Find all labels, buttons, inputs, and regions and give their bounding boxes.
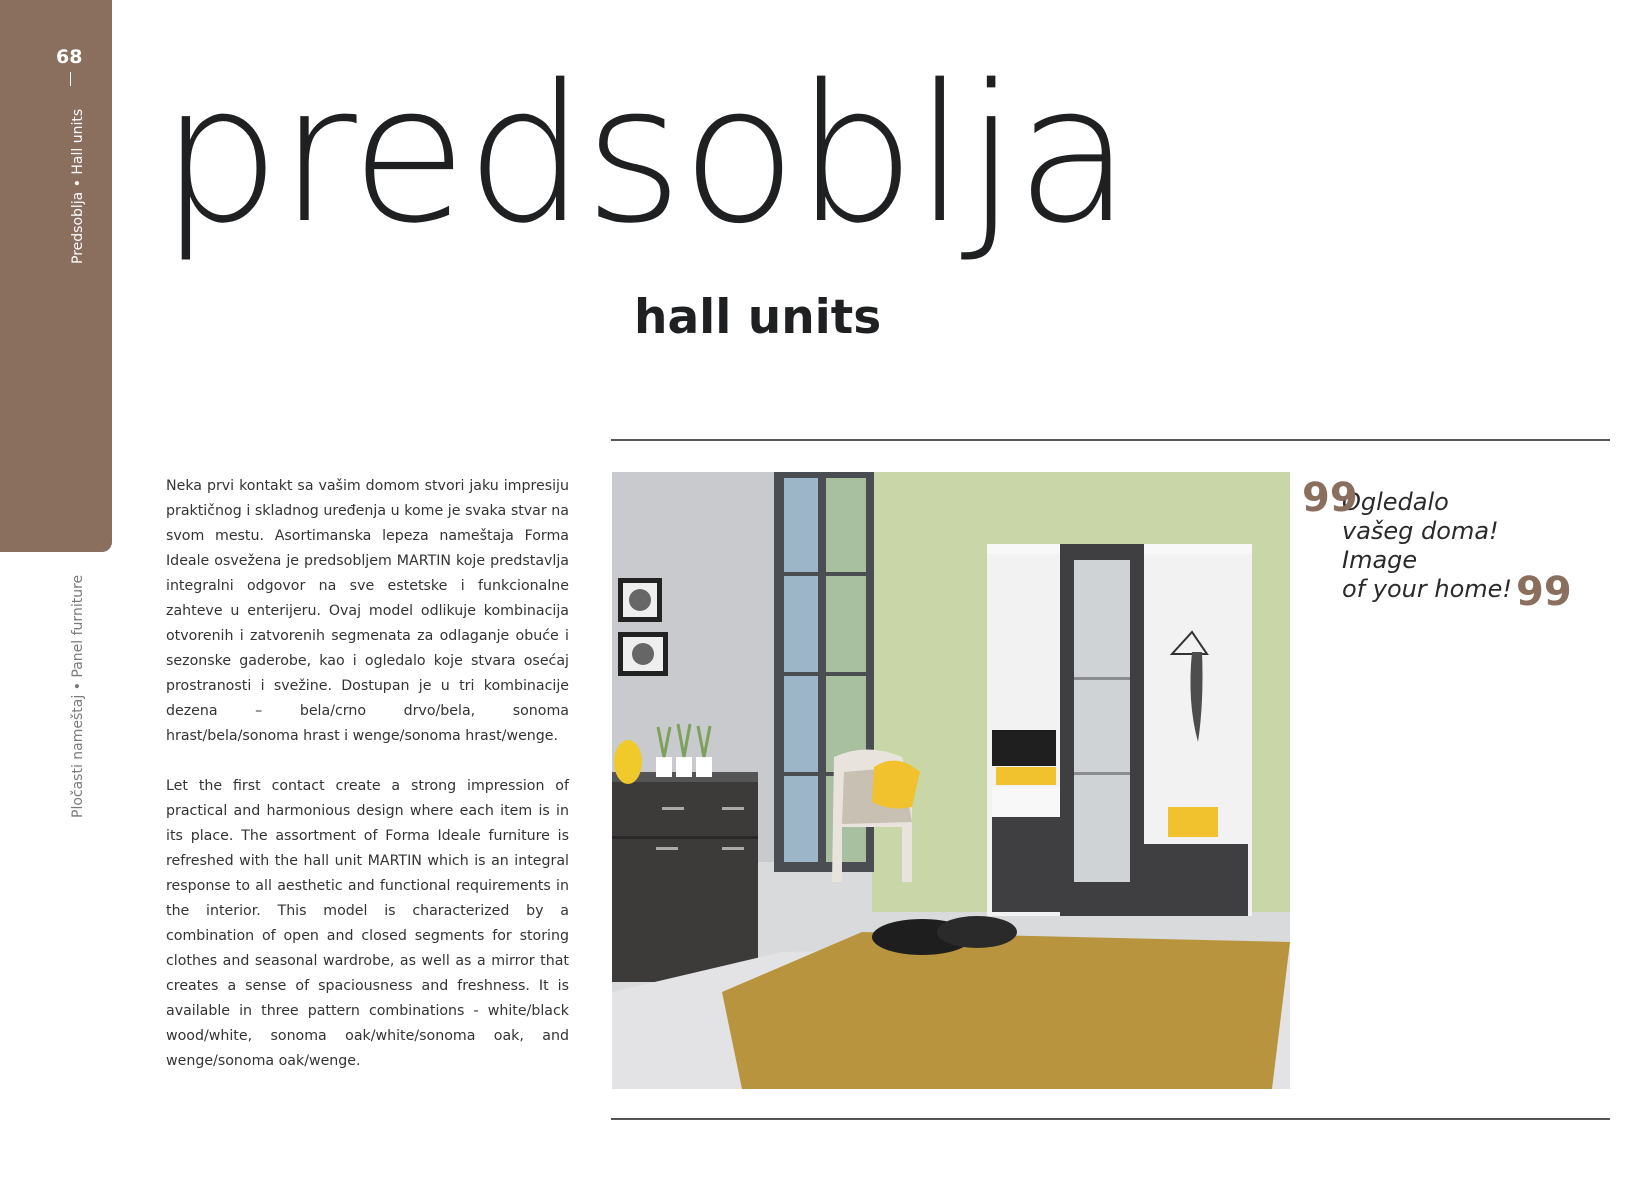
quote-line-1: Ogledalo (1342, 488, 1449, 516)
page-subtitle: hall units (634, 290, 882, 345)
quote-close-mark: 99 (1516, 569, 1572, 615)
page-title: predsoblja (160, 44, 1130, 265)
top-divider (611, 439, 1610, 441)
page-number-divider (70, 72, 71, 86)
side-tab (0, 0, 112, 552)
quote-line-4: of your home! (1342, 575, 1513, 603)
paragraph-english: Let the first contact create a strong impression of practical and harmonious design where each item is in its place. The assortment of Forma Ideale furniture is refreshed with the hall unit MARTIN which is an integral response to all aesthetic and functional requirements in the interior. This model is characterized by a combination of open and closed segments for storing clothes and seasonal wardrobe, as well as a mirror that creates a sense of spaciousness and freshness. It is available in three pattern combinations - white/black wood/white, sonoma oak/white/sonoma oak, and wenge/sonoma oak/wenge. (166, 778, 569, 1069)
page-number: 68 (56, 46, 83, 68)
quote-line-4-wrap (1302, 569, 1572, 615)
quote-line-3: Image (1342, 546, 1418, 574)
pull-quote (1302, 475, 1572, 615)
paragraph-serbian: Neka prvi kontakt sa vašim domom stvori jaku impresiju praktičnog i skladnog uređenja u kome je svaka stvar na svom mestu. Asortimanska lepeza nameštaja Forma Ideale osvežena je predsobljem MARTIN koje predstavlja integralni odgovor na sve estetske i funkcionalne zahteve u enterijeru. Ovaj model odlikuje kombinacija otvorenih i zatvorenih segmenata za odlaganje obuće i sezonske gaderobe, kao i ogledalo koje stvara osećaj prostranosti i svežine. Dostupan je u tri kombinacije dezena – bela/crno drvo/bela, sonoma hrast/bela/sonoma hrast i wenge/sonoma hrast/wenge. (166, 478, 569, 744)
section-label-top: Predsoblja • Hall units (70, 108, 86, 264)
quote-open-mark: 99 (1302, 475, 1358, 521)
section-label-bottom: Pločasti nameštaj • Panel furniture (70, 574, 86, 818)
hall-unit-photo (612, 472, 1290, 1089)
quote-line-2: vašeg doma! (1342, 517, 1499, 545)
bottom-divider (611, 1118, 1610, 1120)
